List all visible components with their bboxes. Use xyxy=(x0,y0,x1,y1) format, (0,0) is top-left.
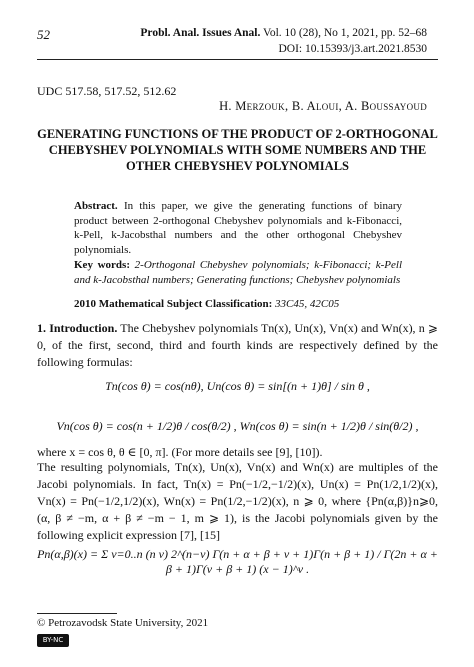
copyright: © Petrozavodsk State University, 2021 xyxy=(37,617,209,629)
journal-citation xyxy=(140,27,427,39)
cc-license-badge: BY-NC xyxy=(37,634,69,647)
intro-paragraph xyxy=(37,320,438,371)
where-clause: where x = cos θ, θ ∈ [0, π]. (For more details see [9], [10]). xyxy=(37,445,323,459)
footnote-rule xyxy=(37,613,117,614)
page-number: 52 xyxy=(37,27,50,42)
paper-title: GENERATING FUNCTIONS OF THE PRODUCT OF 2-ORTHOGONAL CHEBYSHEV POLYNOMIALS WITH SOME NUMBERS AND THE OTHER CHEBYSHEV POLYNOMIALS xyxy=(37,127,438,173)
msc-classification xyxy=(74,298,339,310)
equation-t-u: Tn(cos θ) = cos(nθ), Un(cos θ) = sin[(n + 1)θ] / sin θ , xyxy=(105,379,370,393)
udc-codes: UDC 517.58, 517.52, 512.62 xyxy=(37,84,177,98)
journal-volume: Vol. 10 (28), No 1, 2021, pp. 52–68 xyxy=(260,27,427,39)
jacobi-paragraph: The resulting polynomials, Tn(x), Un(x), Vn(x) and Wn(x) are multiples of the Jacobi polynomials. In fact, Tn(x) = Pn(−1/2,−1/2)(x), Un(x) = Pn(1/2,1/2)(x), Vn(x) = Pn(−1/2,1/2)(x), Wn(x) = Pn(1/2,−1/2)(x), n ⩾ 0, where {Pn(α,β)}n⩾0, (α, β ≠ −m, α + β ≠ −m − 1, m ⩾ 1), is the Jacobi polynomials given by the following explicit expression [7], [15] xyxy=(37,460,438,542)
msc-label: 2010 Mathematical Subject Classification: xyxy=(74,298,273,310)
doi: DOI: 10.15393/j3.art.2021.8530 xyxy=(278,43,427,55)
equation-jacobi: Pn(α,β)(x) = Σ ν=0..n (n ν) 2^(n−ν) Γ(n + α + β + ν + 1)Γ(n + β + 1) / Γ(2n + α + β + 1)Γ(ν + β + 1) (x − 1)^ν . xyxy=(37,547,438,576)
equation-v-w: Vn(cos θ) = cos(n + 1/2)θ / cos(θ/2) , Wn(cos θ) = sin(n + 1/2)θ / sin(θ/2) , xyxy=(56,419,419,433)
keywords-label: Key words: xyxy=(74,259,130,271)
header-rule xyxy=(37,59,438,60)
msc-text: 33C45, 42C05 xyxy=(272,298,340,310)
authors: H. Merzouk, B. Aloui, A. Boussayoud xyxy=(219,99,427,113)
intro-heading: 1. Introduction. xyxy=(37,321,118,335)
journal-name: Probl. Anal. Issues Anal. xyxy=(140,27,261,39)
abstract-label: Abstract. xyxy=(74,200,118,212)
keywords-text: 2-Orthogonal Chebyshev polynomials; k-Fibonacci; k-Pell and k-Jacobsthal numbers; Generating functions; Chebyshev polynomials xyxy=(74,259,402,286)
abstract xyxy=(74,199,402,257)
keywords xyxy=(74,258,402,287)
intro-text: The Chebyshev polynomials Tn(x), Un(x), Vn(x) and Wn(x), n ⩾ 0, of the first, second, third and fourth kinds are respectively defined by the following formulas: xyxy=(37,321,438,369)
abstract-text: In this paper, we give the generating functions of binary product between 2-orthogonal Chebyshev polynomials and k-Fibonacci, k-Pell, k-Jacobsthal numbers and the other orthogonal Chebyshev polynomials. xyxy=(74,200,402,256)
